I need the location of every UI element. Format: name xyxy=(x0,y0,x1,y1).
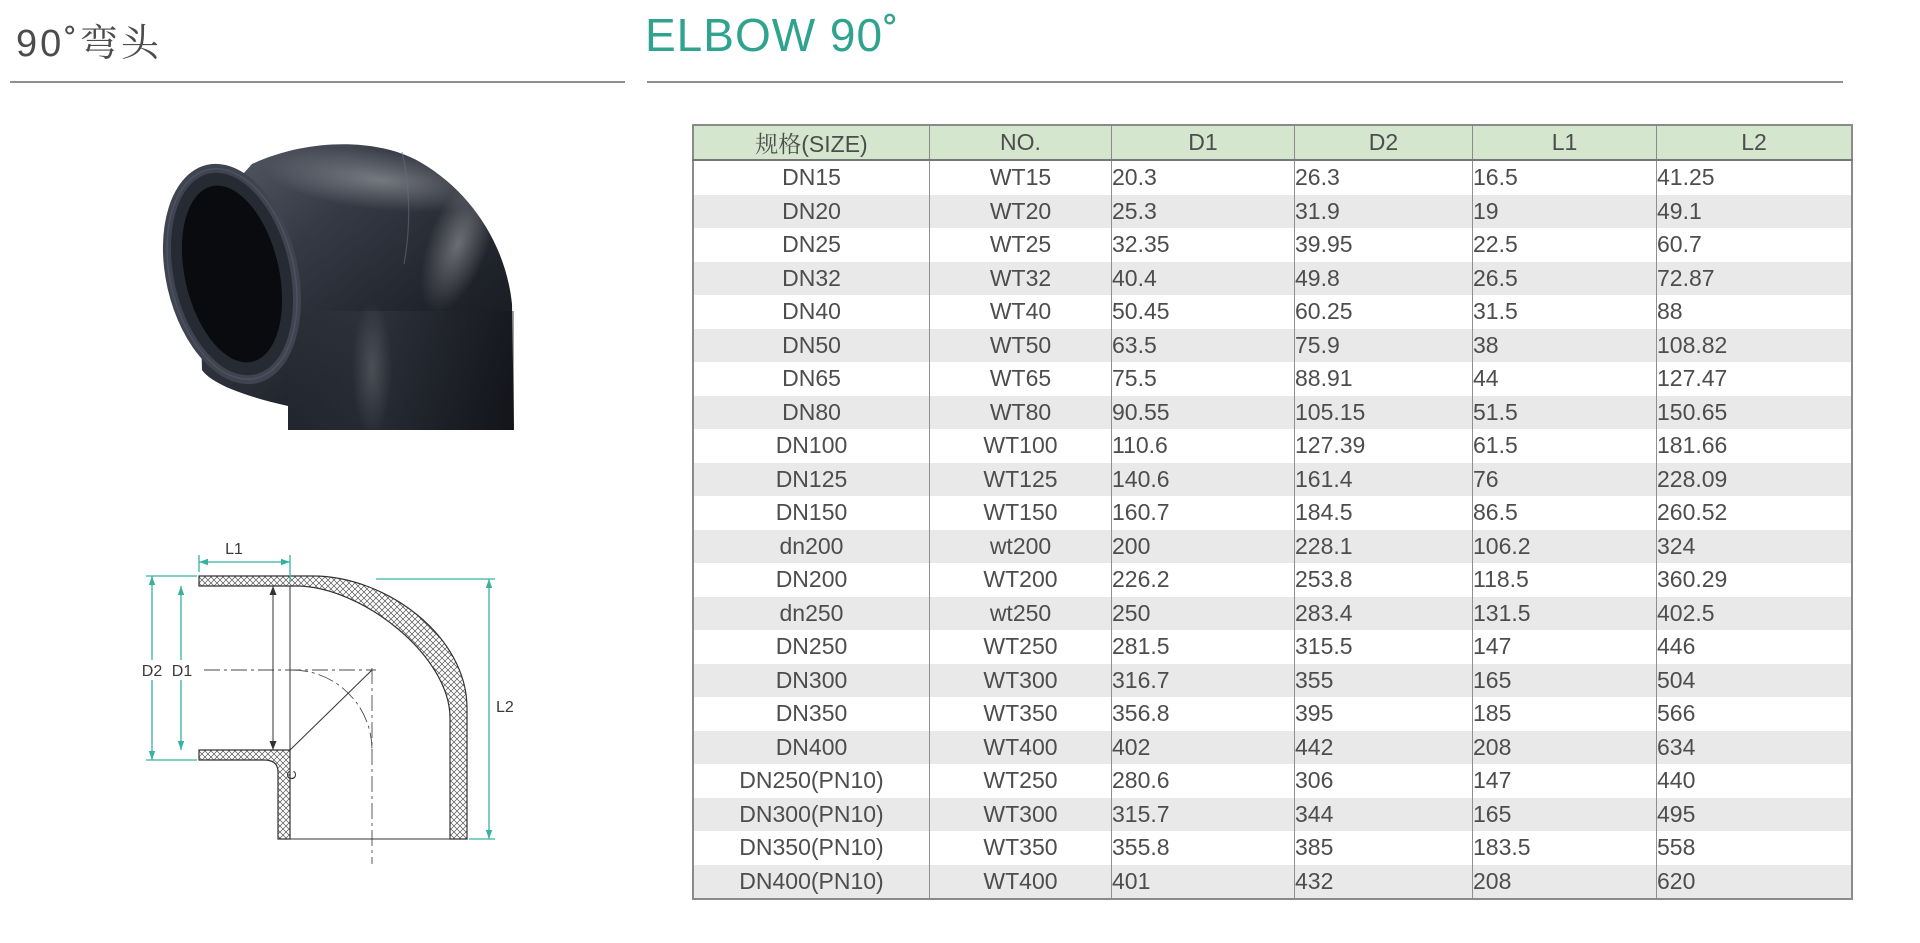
table-cell: DN350(PN10) xyxy=(739,834,884,861)
table-cell: WT50 xyxy=(930,329,1112,363)
table-cell: 90.55 xyxy=(1112,396,1295,430)
table-cell: 566 xyxy=(1657,697,1853,731)
table-cell: 86.5 xyxy=(1473,496,1657,530)
table-cell: WT150 xyxy=(930,496,1112,530)
table-cell: 147 xyxy=(1473,764,1657,798)
table-cell: 355 xyxy=(1295,664,1473,698)
table-cell: 401 xyxy=(1112,865,1295,900)
table-cell: WT32 xyxy=(930,262,1112,296)
table-cell: 402 xyxy=(1112,731,1295,765)
table-row xyxy=(693,563,1852,597)
table-cell: WT200 xyxy=(930,563,1112,597)
table-cell: 44 xyxy=(1473,362,1657,396)
table-cell: 385 xyxy=(1295,831,1473,865)
table-cell: 183.5 xyxy=(1473,831,1657,865)
table-cell: DN200 xyxy=(775,566,848,593)
table-cell: 20.3 xyxy=(1112,160,1295,195)
table-cell: 620 xyxy=(1657,865,1853,900)
table-cell: 31.9 xyxy=(1295,195,1473,229)
table-cell: 31.5 xyxy=(1473,295,1657,329)
table-cell: 432 xyxy=(1295,865,1473,900)
table-cell: 40.4 xyxy=(1112,262,1295,296)
table-row xyxy=(693,396,1852,430)
table-cell: DN150 xyxy=(775,499,848,526)
table-cell: 39.95 xyxy=(1295,228,1473,262)
table-cell: DN350 xyxy=(775,700,848,727)
table-cell: 200 xyxy=(1112,530,1295,564)
table-cell: 127.47 xyxy=(1657,362,1853,396)
column-header: D2 xyxy=(1295,125,1473,160)
table-cell: DN250 xyxy=(775,633,848,660)
table-cell: 283.4 xyxy=(1295,597,1473,631)
table-cell: DN300 xyxy=(775,666,848,693)
table-cell: 49.1 xyxy=(1657,195,1853,229)
table-cell: WT400 xyxy=(930,865,1112,900)
table-cell: DN50 xyxy=(782,331,841,358)
table-cell: 88.91 xyxy=(1295,362,1473,396)
table-cell: 315.7 xyxy=(1112,798,1295,832)
table-row xyxy=(693,731,1852,765)
dim-label-d2: D2 xyxy=(141,663,163,680)
table-row xyxy=(693,362,1852,396)
table-cell: dn250 xyxy=(779,599,844,626)
table-cell: 41.25 xyxy=(1657,160,1853,195)
product-photo-elbow xyxy=(140,106,532,432)
table-cell: 72.87 xyxy=(1657,262,1853,296)
table-cell: 110.6 xyxy=(1112,429,1295,463)
table-row xyxy=(693,195,1852,229)
table-cell: WT250 xyxy=(930,630,1112,664)
table-cell: DN250(PN10) xyxy=(739,767,884,794)
table-row xyxy=(693,865,1852,900)
table-cell: 634 xyxy=(1657,731,1853,765)
table-cell: 440 xyxy=(1657,764,1853,798)
table-row xyxy=(693,329,1852,363)
table-cell: 60.25 xyxy=(1295,295,1473,329)
table-cell: 106.2 xyxy=(1473,530,1657,564)
table-cell: 127.39 xyxy=(1295,429,1473,463)
table-cell: 131.5 xyxy=(1473,597,1657,631)
table-cell: 161.4 xyxy=(1295,463,1473,497)
table-row xyxy=(693,228,1852,262)
table-cell: 228.09 xyxy=(1657,463,1853,497)
table-cell: DN125 xyxy=(775,465,848,492)
table-cell: 360.29 xyxy=(1657,563,1853,597)
table-cell: 208 xyxy=(1473,731,1657,765)
table-cell: 442 xyxy=(1295,731,1473,765)
table-row xyxy=(693,630,1852,664)
table-cell: 228.1 xyxy=(1295,530,1473,564)
table-cell: 395 xyxy=(1295,697,1473,731)
technical-drawing-elbow xyxy=(118,532,528,877)
table-row xyxy=(693,530,1852,564)
table-cell: 147 xyxy=(1473,630,1657,664)
table-cell: DN80 xyxy=(782,398,841,425)
table-cell: WT125 xyxy=(930,463,1112,497)
table-cell: 49.8 xyxy=(1295,262,1473,296)
table-row xyxy=(693,597,1852,631)
table-cell: 504 xyxy=(1657,664,1853,698)
column-header: NO. xyxy=(930,125,1112,160)
table-cell: WT15 xyxy=(930,160,1112,195)
title-underline-left xyxy=(10,81,625,83)
table-cell: 184.5 xyxy=(1295,496,1473,530)
table-cell: 355.8 xyxy=(1112,831,1295,865)
table-cell: 26.5 xyxy=(1473,262,1657,296)
table-cell: 558 xyxy=(1657,831,1853,865)
table-cell: 250 xyxy=(1112,597,1295,631)
table-cell: WT400 xyxy=(930,731,1112,765)
table-cell: 280.6 xyxy=(1112,764,1295,798)
table-cell: 50.45 xyxy=(1112,295,1295,329)
table-cell: DN65 xyxy=(782,365,841,392)
table-cell: 160.7 xyxy=(1112,496,1295,530)
table-cell: 185 xyxy=(1473,697,1657,731)
table-cell: DN100 xyxy=(775,432,848,459)
dim-label-d1: D1 xyxy=(171,663,193,680)
table-cell: 38 xyxy=(1473,329,1657,363)
table-row xyxy=(693,262,1852,296)
table-cell: 75.9 xyxy=(1295,329,1473,363)
column-header: L1 xyxy=(1473,125,1657,160)
table-row xyxy=(693,664,1852,698)
table-row xyxy=(693,429,1852,463)
table-cell: WT350 xyxy=(930,697,1112,731)
table-cell: wt250 xyxy=(930,597,1112,631)
table-cell: 51.5 xyxy=(1473,396,1657,430)
table-cell: 76 xyxy=(1473,463,1657,497)
table-row xyxy=(693,160,1852,195)
table-cell: WT65 xyxy=(930,362,1112,396)
table-cell: 105.15 xyxy=(1295,396,1473,430)
table-cell: DN300(PN10) xyxy=(739,800,884,827)
table-cell: WT300 xyxy=(930,798,1112,832)
table-header-row xyxy=(693,125,1852,160)
dimension-lines xyxy=(146,555,495,839)
table-cell: DN25 xyxy=(782,231,841,258)
page-title-english: ELBOW 90˚ xyxy=(645,9,900,61)
table-cell: 108.82 xyxy=(1657,329,1853,363)
table-cell: dn200 xyxy=(779,532,844,559)
table-cell: 75.5 xyxy=(1112,362,1295,396)
table-cell: 140.6 xyxy=(1112,463,1295,497)
column-header: 规格(SIZE) xyxy=(693,125,930,160)
table-cell: 26.3 xyxy=(1295,160,1473,195)
table-cell: 316.7 xyxy=(1112,664,1295,698)
table-cell: 19 xyxy=(1473,195,1657,229)
table-cell: 356.8 xyxy=(1112,697,1295,731)
table-cell: 16.5 xyxy=(1473,160,1657,195)
dim-label-l1: L1 xyxy=(225,541,243,558)
table-cell: 253.8 xyxy=(1295,563,1473,597)
column-header: L2 xyxy=(1657,125,1853,160)
table-cell: WT25 xyxy=(930,228,1112,262)
table-row xyxy=(693,831,1852,865)
table-cell: WT40 xyxy=(930,295,1112,329)
table-row xyxy=(693,798,1852,832)
table-body xyxy=(693,160,1852,899)
table-cell: 22.5 xyxy=(1473,228,1657,262)
table-cell: 25.3 xyxy=(1112,195,1295,229)
table-cell: WT100 xyxy=(930,429,1112,463)
table-cell: 60.7 xyxy=(1657,228,1853,262)
spec-table-section xyxy=(692,124,1844,900)
table-cell: WT20 xyxy=(930,195,1112,229)
spec-table xyxy=(692,124,1853,900)
table-cell: 446 xyxy=(1657,630,1853,664)
table-cell: WT300 xyxy=(930,664,1112,698)
table-cell: 63.5 xyxy=(1112,329,1295,363)
table-cell: 324 xyxy=(1657,530,1853,564)
table-cell: 402.5 xyxy=(1657,597,1853,631)
table-cell: WT80 xyxy=(930,396,1112,430)
table-cell: 32.35 xyxy=(1112,228,1295,262)
table-cell: 344 xyxy=(1295,798,1473,832)
table-row xyxy=(693,295,1852,329)
wall-bottom-socket xyxy=(199,750,290,839)
table-cell: DN15 xyxy=(782,164,841,191)
table-cell: 61.5 xyxy=(1473,429,1657,463)
table-cell: DN400(PN10) xyxy=(739,867,884,894)
table-cell: 306 xyxy=(1295,764,1473,798)
table-cell: 165 xyxy=(1473,798,1657,832)
table-cell: 208 xyxy=(1473,865,1657,900)
table-cell: 181.66 xyxy=(1657,429,1853,463)
table-cell: DN40 xyxy=(782,298,841,325)
table-cell: 88 xyxy=(1657,295,1853,329)
table-cell: 118.5 xyxy=(1473,563,1657,597)
table-cell: WT350 xyxy=(930,831,1112,865)
dimension-arrows xyxy=(149,559,492,839)
table-cell: 495 xyxy=(1657,798,1853,832)
table-cell: wt200 xyxy=(930,530,1112,564)
table-cell: DN32 xyxy=(782,264,841,291)
dim-label-l2: L2 xyxy=(496,699,514,716)
column-header: D1 xyxy=(1112,125,1295,160)
table-row xyxy=(693,496,1852,530)
title-underline-right xyxy=(647,81,1843,83)
table-cell: DN20 xyxy=(782,197,841,224)
dim-label-c: C xyxy=(284,770,299,780)
table-row xyxy=(693,463,1852,497)
table-cell: 260.52 xyxy=(1657,496,1853,530)
table-cell: WT250 xyxy=(930,764,1112,798)
table-row xyxy=(693,764,1852,798)
table-cell: 315.5 xyxy=(1295,630,1473,664)
table-row xyxy=(693,697,1852,731)
table-cell: 226.2 xyxy=(1112,563,1295,597)
table-cell: 165 xyxy=(1473,664,1657,698)
page-title-chinese: 90˚弯头 xyxy=(16,23,162,65)
table-cell: 150.65 xyxy=(1657,396,1853,430)
table-cell: 281.5 xyxy=(1112,630,1295,664)
table-cell: DN400 xyxy=(775,733,848,760)
